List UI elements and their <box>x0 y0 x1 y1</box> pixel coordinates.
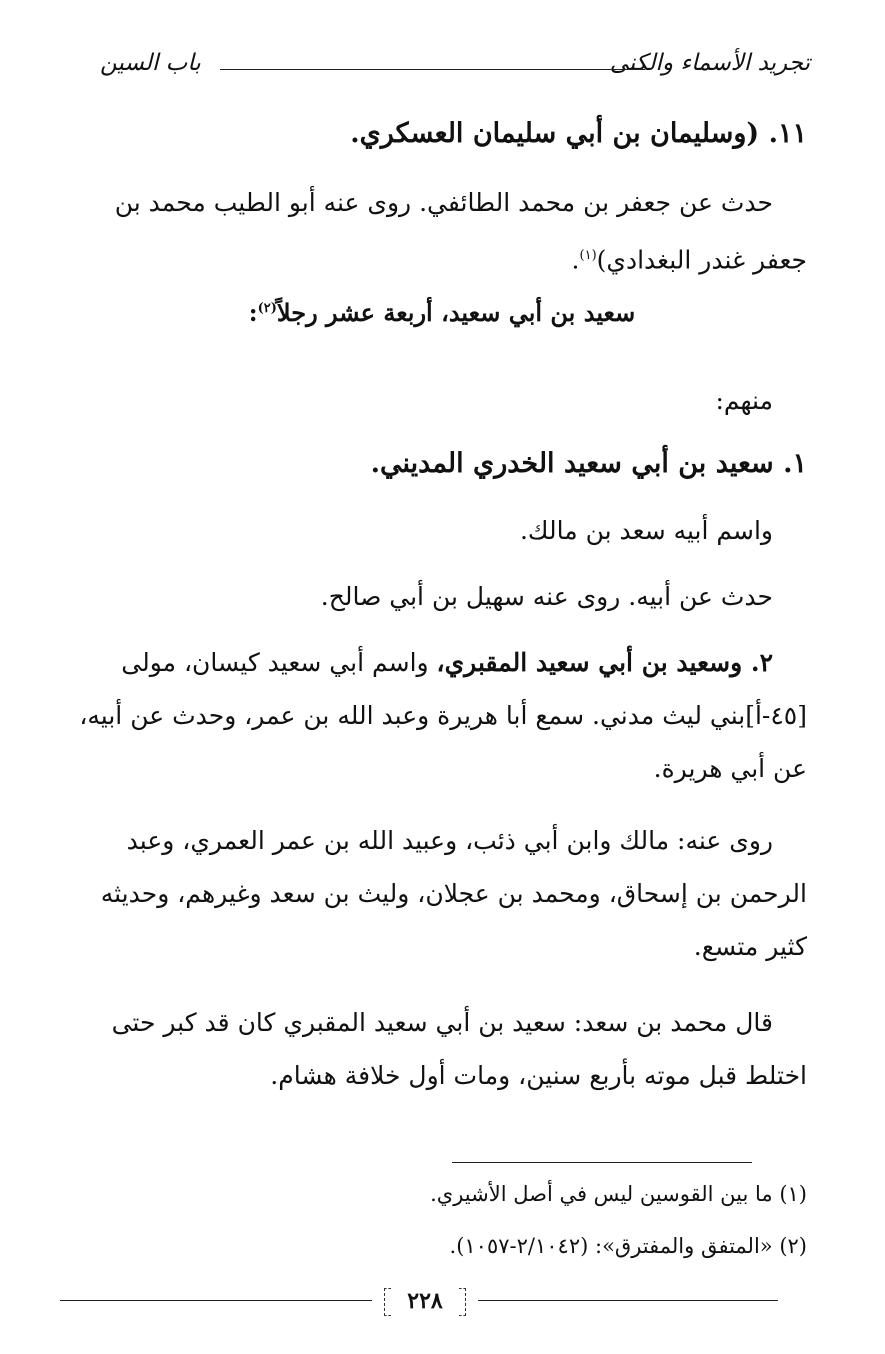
entry-2-paragraph <box>77 636 807 795</box>
entry-2-ibn-saad: قال محمد بن سعد: سعيد بن أبي سعيد المقبري كان قد كبر حتى اختلط قبل موته بأربع سنين، ومات أول خلافة هشام. <box>111 1008 807 1090</box>
footnote-ref-2: (٢) <box>257 301 277 316</box>
entry-1-line1: واسم أبيه سعد بن مالك. <box>519 516 773 545</box>
entry-11-text <box>77 176 807 286</box>
page-number-bracket-left <box>384 1288 391 1316</box>
running-header <box>100 50 810 90</box>
footnote-1: (١) ما بين القوسين ليس في أصل الأشيري. <box>430 1182 807 1206</box>
entry-11-line1: حدث عن جعفر بن محمد الطائفي. روى عنه أبو الطيب محمد بن <box>114 188 773 217</box>
section-heading <box>77 298 807 327</box>
entry-11-line2: جعفر غندر البغدادي) <box>596 245 807 275</box>
footer-rule-right <box>478 1300 778 1301</box>
header-rule <box>220 69 645 70</box>
minhum-label: منهم: <box>715 386 773 415</box>
entry-2-text: واسم أبي سعيد كيسان، مولى [٤٥-أ]بني ليث مدني. سمع أبا هريرة وعبد الله بن عمر، وحدث عن أبيه، عن أبي هريرة. <box>79 648 807 783</box>
entry-1-line2: حدث عن أبيه. روى عنه سهيل بن أبي صالح. <box>320 582 773 611</box>
footnote-ref-1: (١) <box>579 248 597 263</box>
page-number: ٢٢٨ <box>407 1288 443 1314</box>
entry-11-line2-end: . <box>571 245 580 275</box>
chapter-title: باب السين <box>100 50 201 76</box>
section-heading-end: : <box>248 298 258 327</box>
footnote-2: (٢) «المتفق والمفترق»: (٢/١٠٤٢-١٠٥٧). <box>449 1234 807 1258</box>
entry-2-heading: ٢. وسعيد بن أبي سعيد المقبري، <box>436 648 773 677</box>
footer-rule-left <box>60 1300 372 1301</box>
footnote-rule <box>452 1162 752 1163</box>
section-heading-text: سعيد بن أبي سعيد، أربعة عشر رجلاً <box>276 298 636 327</box>
entry-2-narrators: روى عنه: مالك وابن أبي ذئب، وعبيد الله بن عمر العمري، وعبد الرحمن بن إسحاق، ومحمد بن عجلان، وليث بن سعد وغيرهم، وحديثه كثير متسع. <box>100 826 807 961</box>
entry-1-heading: ١. سعيد بن أبي سعيد الخدري المديني. <box>370 448 807 479</box>
page-number-box <box>378 1284 472 1318</box>
book-title: تجريد الأسماء والكنى <box>609 50 810 76</box>
page-number-bracket-right <box>459 1288 466 1316</box>
entry-11-heading: ١١. (وسليمان بن أبي سليمان العسكري. <box>350 118 807 149</box>
